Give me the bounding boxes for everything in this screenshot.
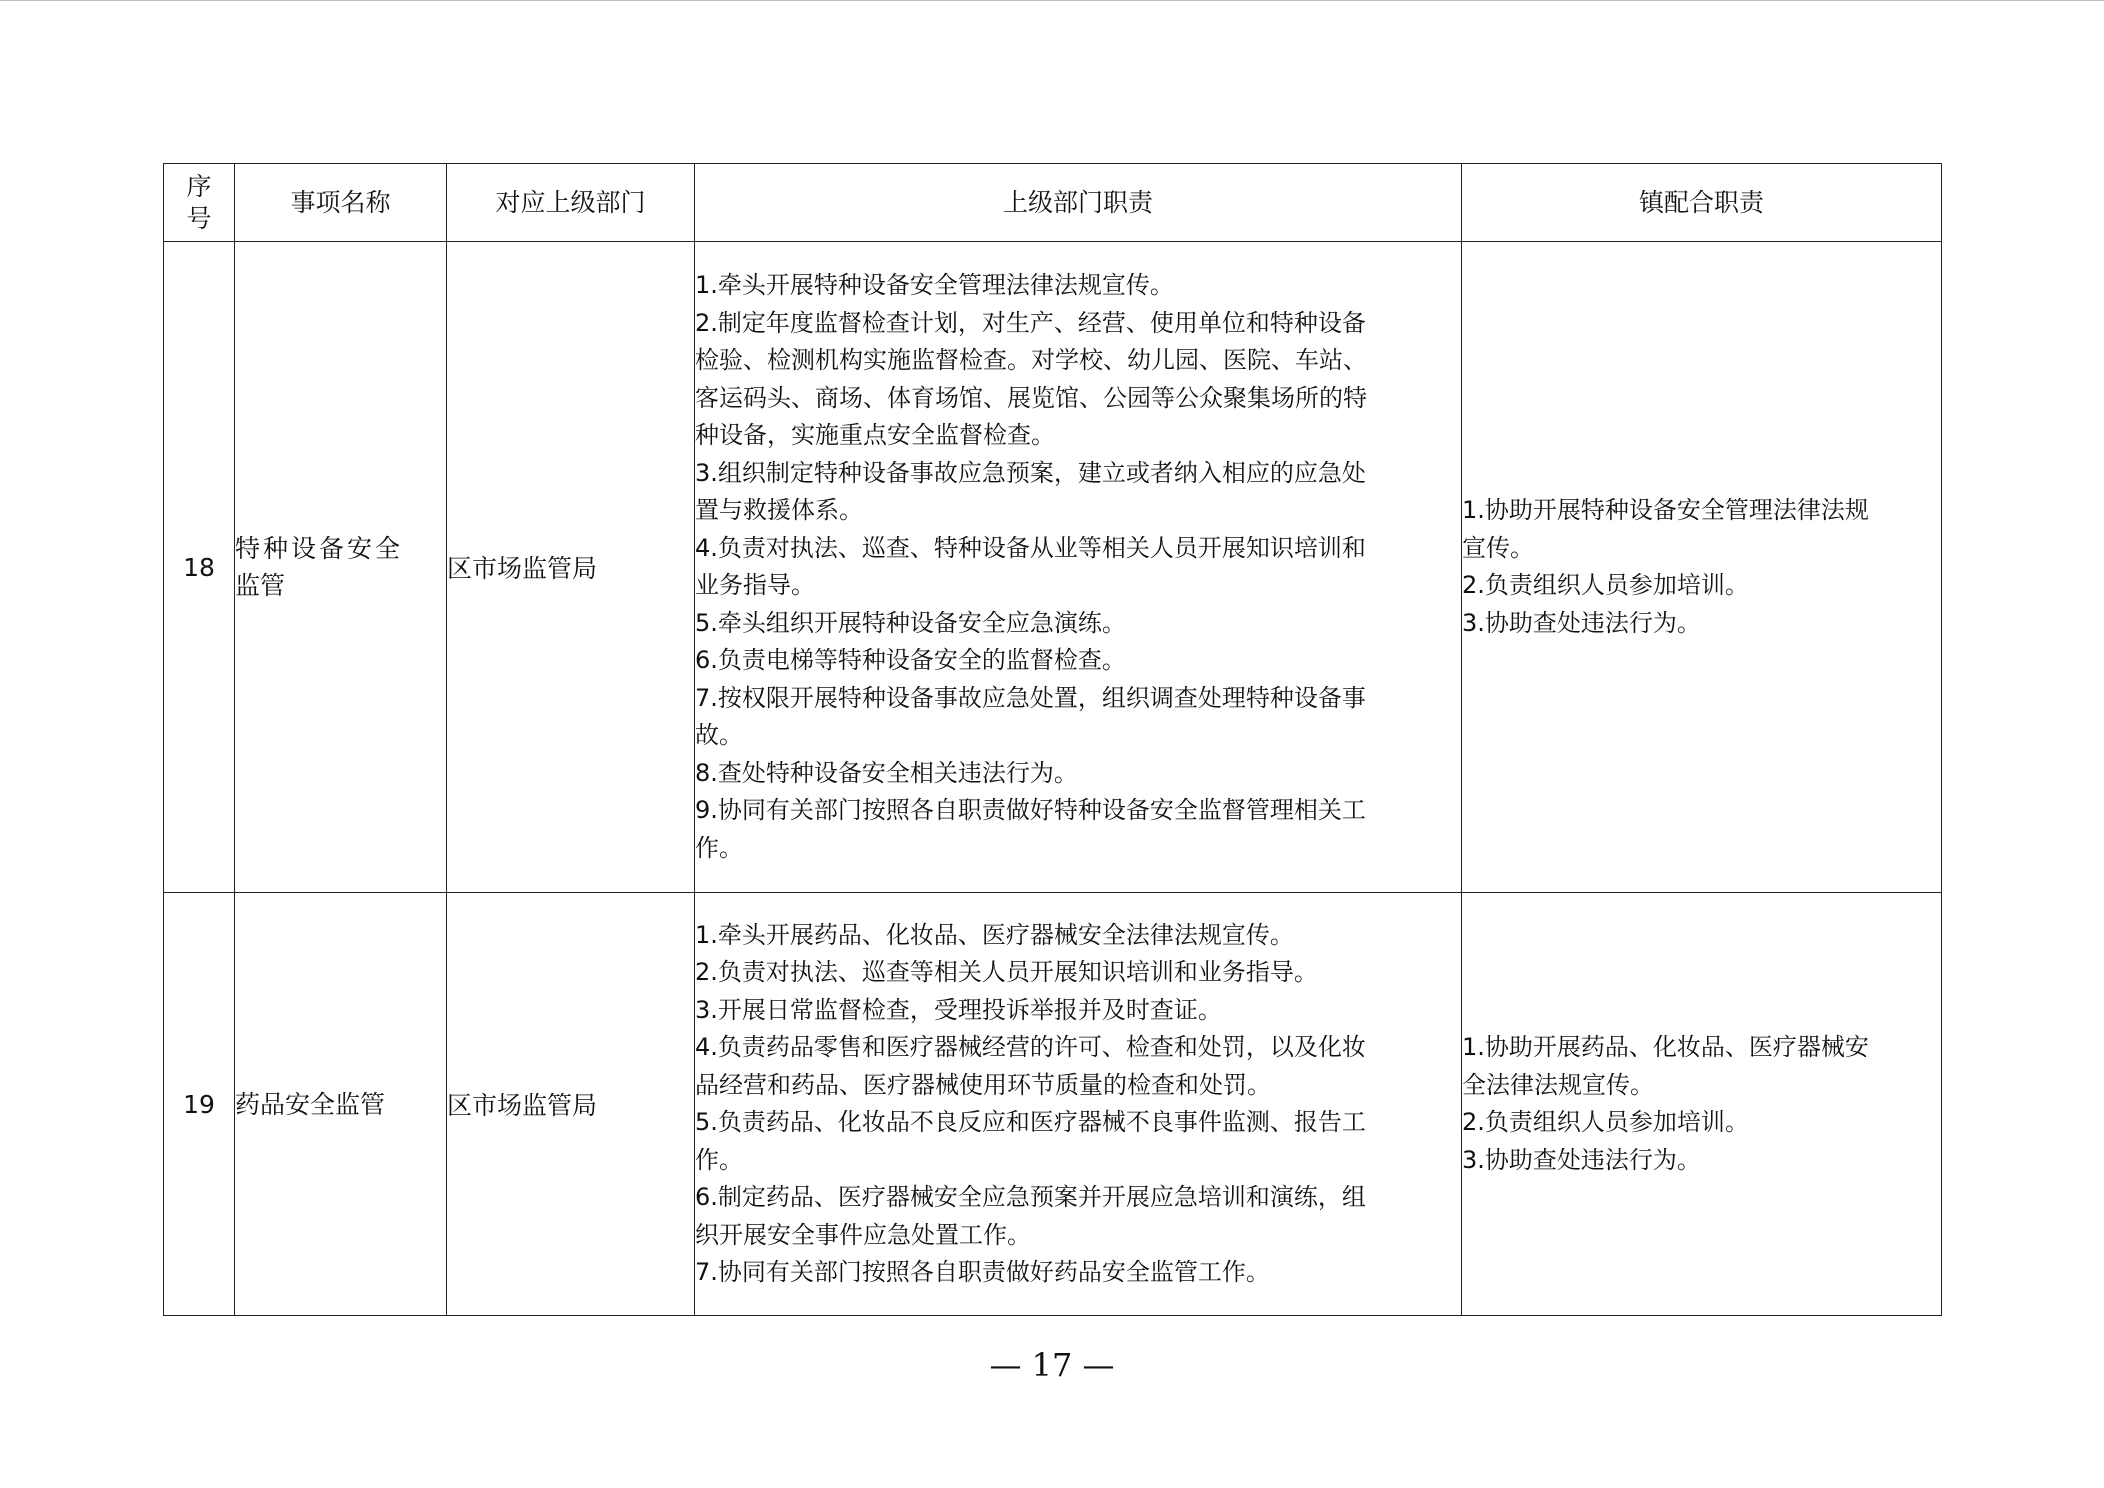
row-item-name-line1: 药品安全监管: [235, 1089, 386, 1119]
town-duty-line: 1.协助开展药品、化妆品、医疗器械安: [1462, 1033, 1869, 1061]
duty-line: 置与救援体系。: [695, 496, 863, 524]
duty-line: 2.负责对执法、巡查等相关人员开展知识培训和业务指导。: [695, 958, 1318, 986]
header-seq: [164, 164, 235, 242]
town-duty-line: 3.协助查处违法行为。: [1462, 1145, 1701, 1174]
row-item-name: [235, 242, 447, 893]
page-top-rule: [0, 0, 2104, 1]
row-town-duties: [1462, 242, 1942, 893]
table-row: [164, 893, 1942, 1316]
duty-line: 6.制定药品、医疗器械安全应急预案并开展应急培训和演练，组: [695, 1183, 1366, 1211]
duty-line: 7.协同有关部门按照各自职责做好药品安全监管工作。: [695, 1258, 1270, 1286]
row-town-duties: [1462, 893, 1942, 1316]
duty-line: 故。: [695, 721, 743, 749]
town-duty-line: 全法律法规宣传。: [1462, 1070, 1654, 1099]
duty-line: 作。: [695, 1145, 743, 1174]
duty-line: 4.负责药品零售和医疗器械经营的许可、检查和处罚，以及化妆: [695, 1033, 1366, 1061]
duty-line: 种设备，实施重点安全监督检查。: [695, 421, 1055, 449]
row-item-name-line2: 监管: [235, 571, 286, 600]
duty-line: 5.负责药品、化妆品不良反应和医疗器械不良事件监测、报告工: [695, 1108, 1366, 1136]
duty-line: 6.负责电梯等特种设备安全的监督检查。: [695, 646, 1126, 674]
row-item-name: [235, 893, 447, 1316]
row-department-duties: [695, 893, 1462, 1316]
duty-line: 品经营和药品、医疗器械使用环节质量的检查和处罚。: [695, 1070, 1271, 1099]
duty-line: 8.查处特种设备安全相关违法行为。: [695, 758, 1078, 787]
town-duty-line: 3.协助查处违法行为。: [1462, 608, 1701, 637]
header-department: 对应上级部门: [447, 164, 695, 242]
duty-line: 1.牵头开展特种设备安全管理法律法规宣传。: [695, 271, 1174, 299]
duty-line: 3.组织制定特种设备事故应急预案，建立或者纳入相应的应急处: [695, 458, 1366, 487]
row-seq: 19: [164, 893, 235, 1316]
header-department-duties: 上级部门职责: [695, 164, 1462, 242]
town-duty-line: 2.负责组织人员参加培训。: [1462, 1108, 1749, 1136]
row-department-duties: [695, 242, 1462, 893]
duty-line: 5.牵头组织开展特种设备安全应急演练。: [695, 608, 1126, 637]
row-department: 区市场监管局: [447, 242, 695, 893]
duty-line: 9.协同有关部门按照各自职责做好特种设备安全监督管理相关工: [695, 796, 1366, 824]
header-item-name: 事项名称: [235, 164, 447, 242]
town-duty-line: 1.协助开展特种设备安全管理法律法规: [1462, 496, 1869, 524]
duty-line: 作。: [695, 833, 743, 862]
town-duty-line: 宣传。: [1462, 533, 1534, 562]
header-seq-line2: 号: [186, 203, 212, 233]
duty-line: 3.开展日常监督检查，受理投诉举报并及时查证。: [695, 995, 1222, 1024]
duty-line: 2.制定年度监督检查计划，对生产、经营、使用单位和特种设备: [695, 308, 1366, 337]
header-seq-line1: 序: [186, 171, 212, 201]
table-header-row: [164, 164, 1942, 242]
duty-line: 4.负责对执法、巡查、特种设备从业等相关人员开展知识培训和: [695, 533, 1366, 562]
duty-line: 7.按权限开展特种设备事故应急处置，组织调查处理特种设备事: [695, 683, 1366, 712]
header-town-duties: 镇配合职责: [1462, 164, 1942, 242]
duty-line: 检验、检测机构实施监督检查。对学校、幼儿园、医院、车站、: [695, 346, 1367, 374]
town-duty-line: 2.负责组织人员参加培训。: [1462, 571, 1749, 599]
duty-line: 1.牵头开展药品、化妆品、医疗器械安全法律法规宣传。: [695, 920, 1294, 949]
duty-table: [163, 163, 1942, 1316]
duty-line: 业务指导。: [695, 571, 815, 599]
duty-line: 客运码头、商场、体育场馆、展览馆、公园等公众聚集场所的特: [695, 383, 1367, 412]
row-department: 区市场监管局: [447, 893, 695, 1316]
table-row: [164, 242, 1942, 893]
row-item-name-line1: 特种设备安全: [235, 534, 404, 563]
page-number: — 17 —: [989, 1346, 1115, 1384]
duty-line: 织开展安全事件应急处置工作。: [695, 1220, 1031, 1249]
row-seq: 18: [164, 242, 235, 893]
